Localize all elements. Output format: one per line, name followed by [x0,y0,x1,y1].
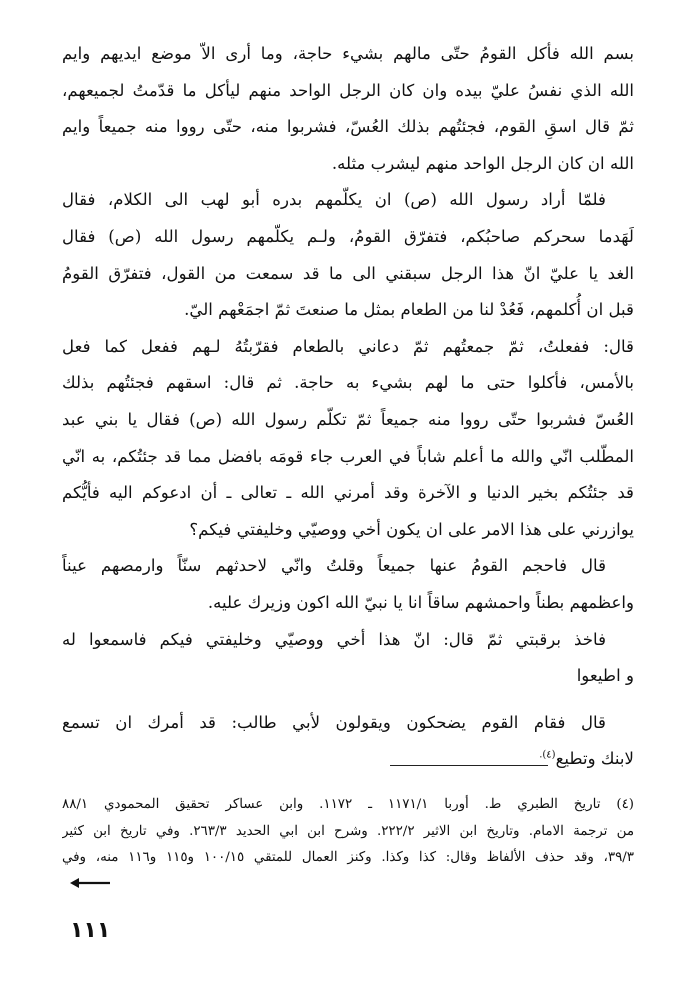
text-line: الله الذي نفسُ عليّ بيده وان كان الرجل الواحد منهم ليأكل ما قدّمتُ لجميعهم، [62,80,634,100]
text-line: الله ان كان الرجل الواحد منهم ليشرب مثله. [331,153,634,173]
footnote-line: ٣٩/٣، وقد حذف الألفاظ وقال: كذا وكذا. وكنز العمال للمتقي ١٠٠/١٥ و١١٥ و١١٦ منه، وفي [62,850,634,865]
footnote-line: من ترجمة الامام. وتاريخ ابن الاثير ٢٢٢/٢. وشرح ابن ابي الحديد ٢٦٣/٣. وفي تاريخ ابن كثير [62,823,634,839]
text-line: قبل ان أُكلمهم، فَعُدْ لنا من الطعام بمثل ما صنعتَ ثمّ اجمَعْهم اليّ. [184,300,634,320]
paragraph-4 [62,548,634,621]
text-line: واعظمهم بطناً واحمشهم ساقاً انا يا نبيّ الله اكون وزيرك عليه. [207,592,634,612]
footnote-line: (٤) تاريخ الطبري ط. أوربا ١١٧١/١ ـ ١١٧٢. وابن عساكر تحقيق المحمودي ٨٨/١ [62,797,634,812]
text-line [62,741,634,778]
footnote-divider [390,765,548,766]
main-text [62,36,634,778]
text-line: فلمّا أراد رسول الله (ص) ان يكلّمهم بدره أبو لهب الى الكلام، فقال [62,190,606,210]
text-line: المطّلب انّي والله ما أعلم شاباً في العرب جاء قومَه بافضل مما قد جئتُكم، به انّي [62,446,634,466]
text-line: ثمّ قال اسقِ القوم، فجئتُهم بذلك العُسّ، فشربوا منه، حتّى رووا منه جميعاً وايم [62,117,634,137]
text-line: فاخذ برقبتي ثمّ قال: انّ هذا أخي ووصيّي وخليفتي فيكم فاسمعوا له [62,629,606,649]
footnote-reference: (٤). [539,749,556,761]
text-line: قال فاحجم القومُ عنها جميعاً وقلتُ وانّي لاحدثهم سنّاً وارمصهم عيناً [62,556,606,576]
text-line: قد جئتُكم بخير الدنيا و الآخرة وقد أمرني الله ـ تعالى ـ أن ادعوكم اليه فأيُّكم [62,483,634,503]
text-line: قال: ففعلتُ، ثمّ جمعتُهم ثمّ دعاني بالطعام فقرّبتُهُ لـهم ففعل كما فعل [62,336,634,356]
left-arrow-icon [70,876,112,890]
text-line: يوازرني على هذا الامر على ان يكون أخي ووصيّي وخليفتي فيكم؟ [189,519,634,539]
paragraph-3 [62,329,634,549]
text-line: و اطيعوا [576,666,634,686]
paragraph-6 [62,705,634,778]
text-line: لَهَدما سحركم صاحبُكم، فتفرّق القومُ، ولـم يكلّمهم رسول الله (ص) فقال [62,226,634,246]
paragraph-5 [62,622,634,695]
paragraph-1 [62,36,634,182]
text-line: بالأمس، فأكلوا حتى ما لهم بشيء به حاجة. ثم قال: اسقهم فجئتُهم بذلك [62,373,634,393]
text-line: قال فقام القوم يضحكون ويقولون لأبي طالب: قد أمرك ان تسمع [62,712,606,732]
page-number: ١١١ [70,918,111,943]
text-line: بسم الله فأكل القومُ حتّى مالهم بشيء حاجة، وما أرى الاّ موضع ايديهم وايم [62,44,634,63]
footnotes [62,792,634,872]
paragraph-2 [62,182,634,328]
text-line: العُسّ فشربوا حتّى رووا منه جميعاً ثمّ تكلّم رسول الله (ص) فقال يا بني عبد [62,409,634,429]
text-fragment: لابنك وتطيع [555,749,634,769]
text-line: الغد يا عليّ انّ هذا الرجل سبقني الى ما قد سمعت من القول، فتفرّق القومُ [62,263,634,283]
